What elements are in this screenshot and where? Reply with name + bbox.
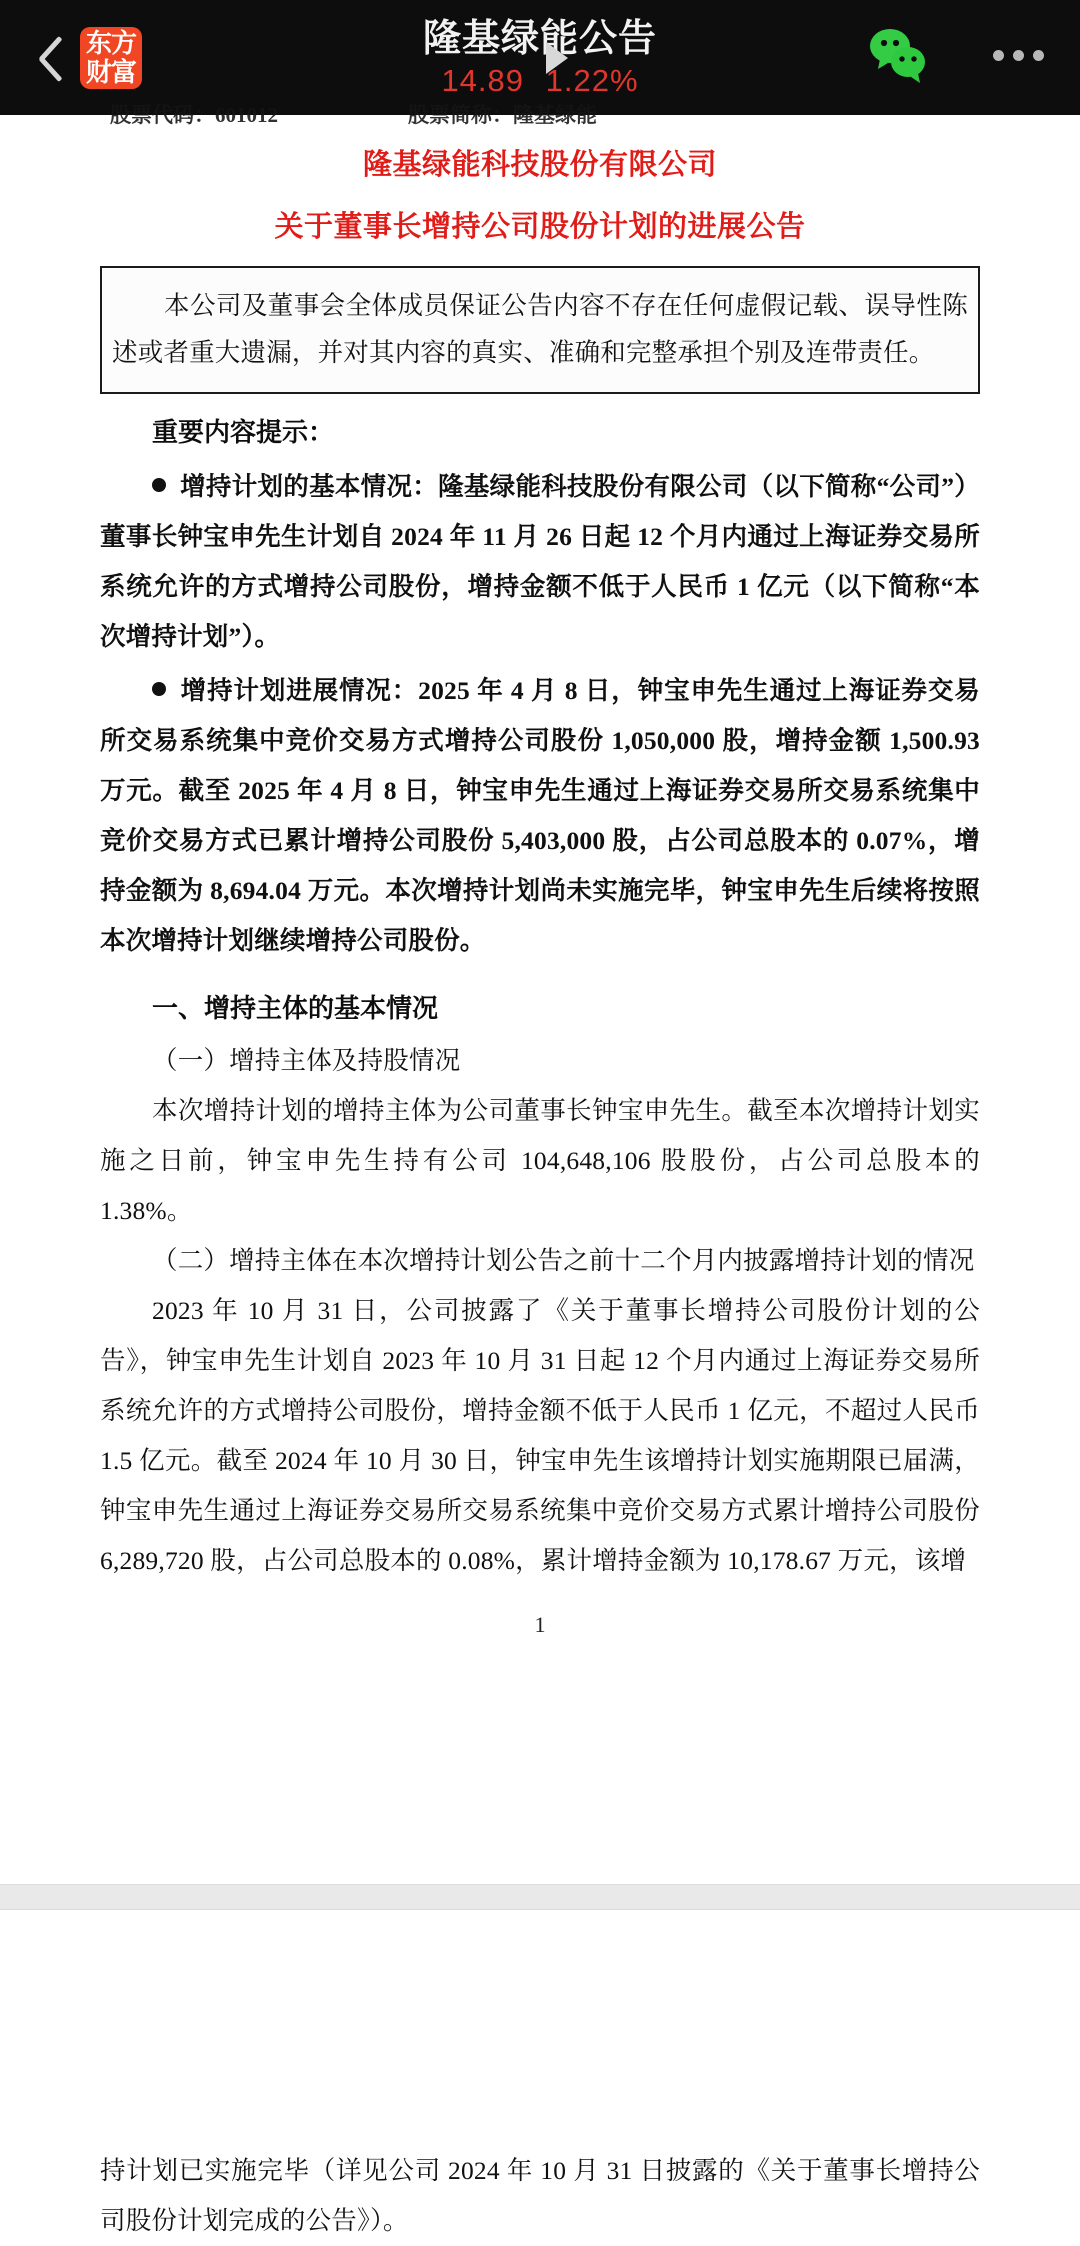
more-dot: [993, 50, 1004, 61]
bullet-item-plan-progress-text: 增持计划进展情况：2025 年 4 月 8 日，钟宝申先生通过上海证券交易所交易系统集中竞价交易方式增持公司股份 1,050,000 股，增持金额 1,500.93 万元。截至 2025 年 4 月 8 日，钟宝申先生通过上海证券交易所交易系统集中竞价交易方式已累计增持公司股份 5,403,000 股，占公司总股本的 0.07%，增持金额为 8,694.04 万元。本次增持计划尚未实施完毕，钟宝申先生后续将按照本次增持计划继续增持公司股份。: [100, 676, 980, 955]
bullet-dot-icon: [152, 682, 166, 696]
brand-logo-line2: 财富: [85, 56, 136, 87]
wechat-icon[interactable]: [866, 26, 930, 86]
page-number: 1: [534, 1612, 546, 1637]
company-name-heading: 隆基绿能科技股份有限公司: [362, 149, 717, 181]
subsection-heading-1-1: （一）增持主体及持股情况: [152, 1046, 461, 1075]
more-dots-icon[interactable]: [993, 50, 1044, 61]
brand-logo-line1: 东方: [85, 27, 136, 58]
stock-price: 14.89: [441, 62, 525, 98]
document-page-1: [0, 103, 1080, 1884]
page-bottom-whitespace: [100, 1658, 980, 1884]
disclaimer-box: [100, 266, 980, 394]
more-dot: [1013, 50, 1024, 61]
clipped-document-header: [100, 103, 980, 127]
section-heading-1: 一、增持主体的基本情况: [152, 994, 439, 1023]
subsection-body-1-1: 本次增持计划的增持主体为公司董事长钟宝申先生。截至本次增持计划实施之日前，钟宝申先生持有公司 104,648,106 股股份，占公司总股本的 1.38%。: [100, 1096, 980, 1225]
document-page-2: [0, 1910, 1080, 2246]
subsection-heading-1-2: （二）增持主体在本次增持计划公告之前十二个月内披露增持计划的情况: [152, 1246, 975, 1275]
bullet-item-plan-basics: [100, 462, 980, 662]
stock-quote-row: [435, 63, 644, 99]
page-separator: [0, 1884, 1080, 1910]
bullet-item-plan-progress: [100, 666, 980, 966]
app-header-bar: [0, 0, 1080, 115]
page-top-whitespace: [100, 1910, 980, 2146]
stock-change-percent: 1.22%: [545, 62, 639, 98]
play-triangle-icon[interactable]: [546, 42, 568, 74]
more-dot: [1033, 50, 1044, 61]
page-title: 隆基绿能公告: [422, 17, 657, 60]
bullet-dot-icon: [152, 478, 166, 492]
important-notice-label: 重要内容提示：: [152, 418, 335, 447]
subsection-body-1-2: 2023 年 10 月 31 日，公司披露了《关于董事长增持公司股份计划的公告》，钟宝申先生计划自 2023 年 10 月 31 日起 12 个月内通过上海证券交易所系统允许的方式增持公司股份，增持金额不低于人民币 1 亿元，不超过人民币 1.5 亿元。截至 2024 年 10 月 30 日，钟宝申先生该增持计划实施期限已届满，钟宝申先生通过上海证券交易所交易系统集中竞价交易方式累计增持公司股份 6,289,720 股，占公司总股本的 0.08%，累计增持金额为 10,178.67 万元，该增: [100, 1296, 980, 1575]
eastmoney-brand-logo[interactable]: [80, 27, 142, 89]
stock-short-name-label: 股票简称：隆基绿能: [408, 103, 597, 127]
announcement-title-heading: 关于董事长增持公司股份计划的进展公告: [274, 211, 806, 243]
stock-code-label: 股票代码：601012: [110, 103, 278, 127]
page2-continuation-text: 持计划已实施完毕（详见公司 2024 年 10 月 31 日披露的《关于董事长增持公司股份计划完成的公告》）。: [100, 2156, 980, 2235]
bullet-item-plan-basics-text: 增持计划的基本情况：隆基绿能科技股份有限公司（以下简称“公司”）董事长钟宝申先生计划自 2024 年 11 月 26 日起 12 个月内通过上海证券交易所系统允许的方式增持公司股份，增持金额不低于人民币 1 亿元（以下简称“本次增持计划”）。: [100, 472, 980, 651]
back-chevron-icon[interactable]: [22, 30, 68, 86]
disclaimer-text: 本公司及董事会全体成员保证公告内容不存在任何虚假记载、误导性陈述或者重大遗漏，并对其内容的真实、准确和完整承担个别及连带责任。: [112, 291, 968, 367]
announcement-document: [0, 103, 1080, 2246]
